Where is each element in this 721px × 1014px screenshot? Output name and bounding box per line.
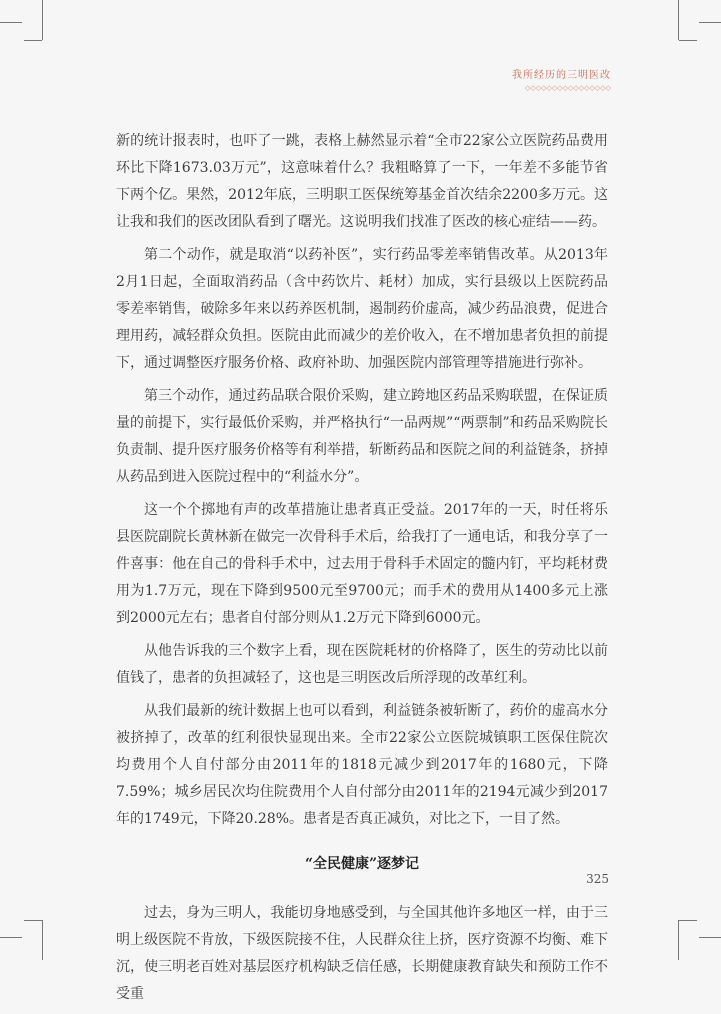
crop-mark — [679, 920, 697, 921]
crop-mark — [679, 40, 697, 41]
crop-mark — [0, 22, 22, 23]
paragraph: 从我们最新的统计数据上也可以看到，利益链条被斩断了，药价的虚高水分被挤掉了，改革的红利很快显现出来。全市22家公立医院城镇职工医保住院次均费用个人自付部分由2011年的1818元减少到2017年的1680元，下降7.59%；城乡居民次均住院费用个人自付部分由2011年的2194元减少到2017年的1749元，下降20.28%。患者是否真正减负，对比之下，一目了然。 — [116, 703, 608, 827]
page-body — [116, 128, 608, 1014]
crop-mark — [0, 937, 22, 938]
crop-mark — [678, 22, 679, 40]
paragraph: 从他告诉我的三个数字上看，现在医院耗材的价格降了，医生的劳动比以前值钱了，患者的负担减轻了，这也是三明医改后所浮现的改革红利。 — [116, 643, 608, 686]
crop-mark — [42, 0, 43, 22]
paragraph: 过去，身为三明人，我能切身地感受到，与全国其他许多地区一样，由于三明上级医院不肯放，下级医院接不住，人民群众往上挤，医疗资源不均衡、难下沉，使三明老百姓对基层医疗机构缺乏信任感，长期健康教育缺失和预防工作不受重 — [116, 905, 608, 1002]
crop-mark — [699, 22, 721, 23]
running-header: 我所经历的三明医改 — [512, 70, 611, 81]
crop-mark — [678, 938, 679, 960]
crop-mark — [42, 920, 43, 938]
section-title: “全民健康”逐梦记 — [304, 856, 420, 872]
crop-mark — [24, 920, 42, 921]
crop-mark — [678, 920, 679, 938]
paragraph: 第二个动作，就是取消“以药补医”，实行药品零差率销售改革。从2013年2月1日起，全面取消药品（含中药饮片、耗材）加成，实行县级以上医院药品零差率销售，破除多年来以药养医机制，遏制药价虚高，减少药品浪费，促进合理用药，减轻群众负担。医院由此而减少的差价收入，在不增加患者负担的前提下，通过调整医疗服务价格、政府补助、加强医院内部管理等措施进行弥补。 — [116, 247, 608, 371]
paragraph: 第三个动作，通过药品联合限价采购，建立跨地区药品采购联盟，在保证质量的前提下，实行最低价采购，并严格执行“一品两规”“两票制”和药品采购院长负责制、提升医疗服务价格等有利举措，斩断药品和医院之间的利益链条，挤掉从药品到进入医院过程中的“利益水分”。 — [116, 388, 608, 485]
crop-mark — [678, 0, 679, 22]
page-number: 325 — [586, 872, 609, 886]
paragraph: 这一个个掷地有声的改革措施让患者真正受益。2017年的一天，时任将乐县医院副院长黄林新在做完一次骨科手术后，给我打了一通电话，和我分享了一件喜事：他在自己的骨科手术中，过去用于骨科手术固定的髓内钉，平均耗材费用为1.7万元，现在下降到9500元至9700元；而手术的费用从1400多元上涨到2000元左右；患者自付部分则从1.2万元下降到6000元。 — [116, 502, 608, 626]
crop-mark — [42, 22, 43, 40]
header-ornament: ◇◇◇◇◇◇◇◇◇◇◇◇◇◇◇◇ — [524, 84, 611, 92]
crop-mark — [24, 40, 42, 41]
crop-mark — [699, 937, 721, 938]
paragraph: 新的统计报表时，也吓了一跳，表格上赫然显示着“全市22家公立医院药品费用环比下降1673.03万元”，这意味着什么？我粗略算了一下，一年差不多能节省下两个亿。果然，2012年底，三明职工医保统筹基金首次结余2200多万元。这让我和我们的医改团队看到了曙光。这说明我们找准了医改的核心症结——药。 — [116, 133, 608, 230]
crop-mark — [42, 938, 43, 960]
